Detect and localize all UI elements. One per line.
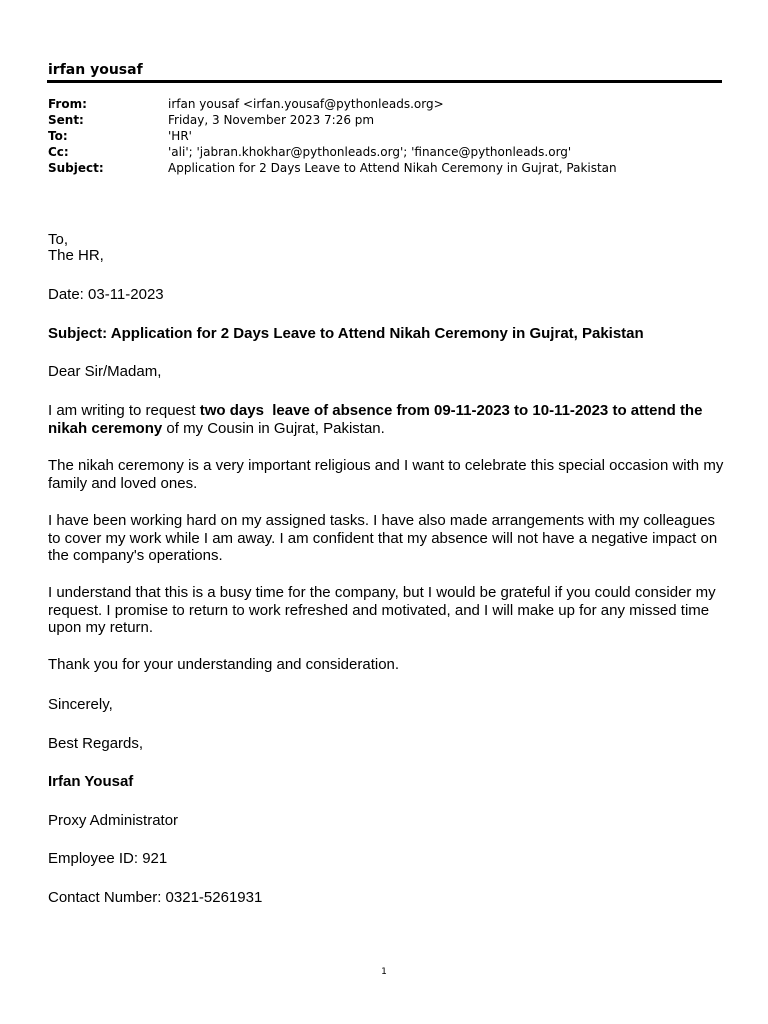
letter-to-line: To, [48,231,69,248]
sent-value: Friday, 3 November 2023 7:26 pm [168,113,375,127]
signature-name: Irfan Yousaf [48,773,134,790]
from-value: irfan yousaf <irfan.yousaf@pythonleads.org> [168,97,444,111]
paragraph-request-consideration: I understand that this is a busy time for the company, but I would be grateful if you could consider my request. I promise to return to work refreshed and motivated, and I will make up for any missed time upon my return. [48,584,716,636]
header-divider [47,80,722,83]
contact-number: Contact Number: 0321-5261931 [48,889,263,906]
from-label: From: [48,97,87,111]
paragraph-request [48,402,728,437]
letter-recipient: The HR, [48,247,104,264]
sent-label: Sent: [48,113,84,127]
request-text-bold: two days leave of absence from 09-11-2023 to 10-11-2023 to attend the nikah ceremony [48,402,707,437]
letter-subject: Subject: Application for 2 Days Leave to Attend Nikah Ceremony in Gujrat, Pakistan [48,325,644,342]
subject-label: Subject: [48,161,104,175]
cc-label: Cc: [48,145,69,159]
to-label: To: [48,129,68,143]
header-subject-row [48,160,617,176]
paragraph-importance: The nikah ceremony is a very important religious and I want to celebrate this special occasion with my family and loved ones. [48,457,724,492]
letter-salutation: Dear Sir/Madam, [48,363,162,380]
sender-display-name: irfan yousaf [48,62,143,78]
closing-best-regards: Best Regards, [48,735,144,752]
header-sent-row [48,112,374,128]
paragraph-arrangements: I have been working hard on my assigned tasks. I have also made arrangements with my colleagues to cover my work while I am away. I am confident that my absence will not have a negative impact on the company's operations. [48,512,718,564]
request-text-start: I am writing to request [48,402,200,419]
to-value: 'HR' [168,129,192,143]
page-number: 1 [381,967,387,977]
cc-value: 'ali'; 'jabran.khokhar@pythonleads.org'; 'finance@pythonleads.org' [168,145,572,159]
letter-date: Date: 03-11-2023 [48,286,164,303]
subject-value: Application for 2 Days Leave to Attend Nikah Ceremony in Gujrat, Pakistan [168,161,617,175]
employee-id: Employee ID: 921 [48,850,168,867]
header-from-row [48,96,444,112]
closing-sincerely: Sincerely, [48,696,113,713]
header-cc-row [48,144,571,160]
signature-title: Proxy Administrator [48,812,179,829]
header-to-row [48,128,192,144]
paragraph-thanks: Thank you for your understanding and consideration. [48,656,400,673]
request-text-end: of my Cousin in Gujrat, Pakistan. [162,419,385,437]
